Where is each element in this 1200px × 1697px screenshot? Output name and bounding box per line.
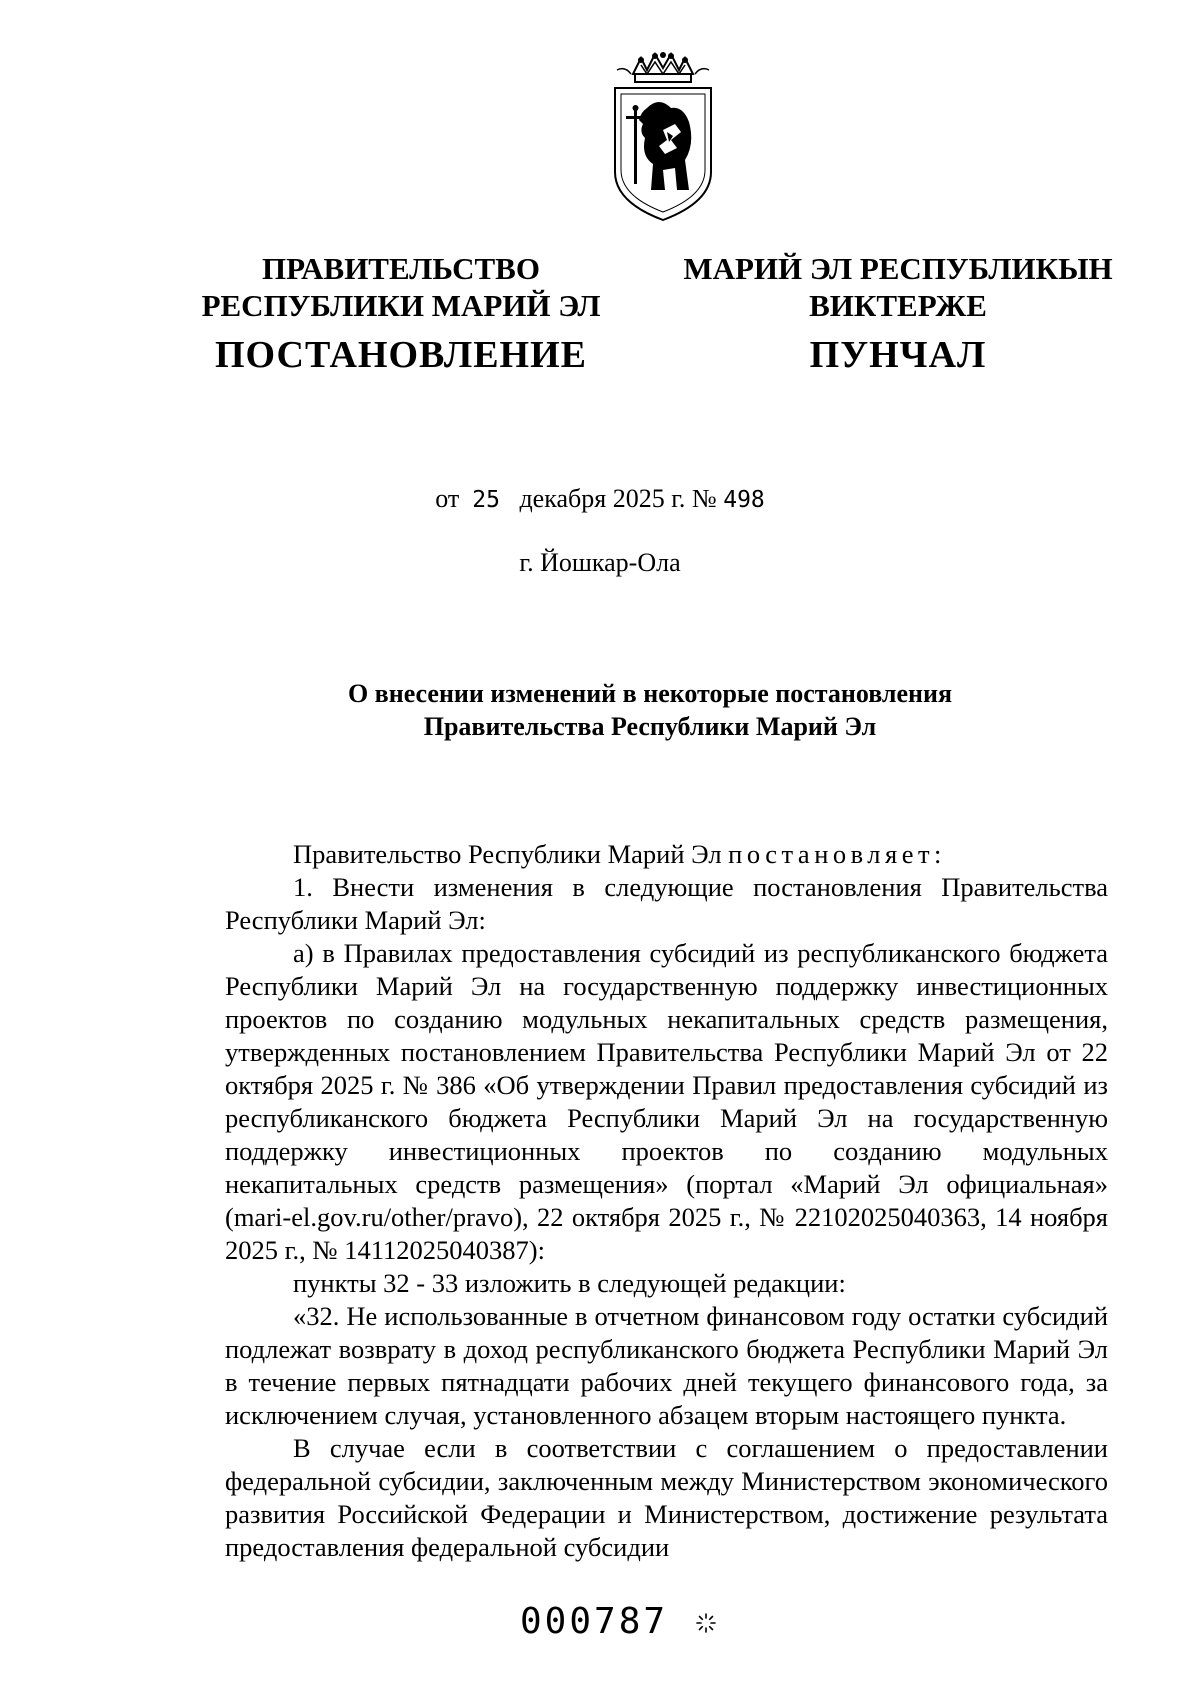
paragraph-1a: а) в Правилах предоставления субсидий из республиканского бюджета Республики Марий Эл на государственную поддержку инвестиционных проектов по созданию модульных некапитальных средств размещения, утвержденных постановлением Правительства Республики Марий Эл от 22 октября 2025 г. № 386 «Об утверждении Правил предоставления субсидий из республиканского бюджета Республики Марий Эл на государственную поддержку инвестиционных проектов по созданию модульных некапитальных средств размещения» (портал «Марий Эл официальная» (mari-el.gov.ru/other/pravo), 22 октября 2025 г., № 22102025040363, 14 ноября 2025 г., № 14112025040387):	[225, 938, 1108, 1265]
paragraph-preamble	[225, 838, 1108, 871]
date-month-year: декабря 2025 г. №	[519, 484, 717, 513]
security-mark-icon	[695, 1612, 717, 1634]
issuer-name-mari-line-2: ВИКТЕРЖЕ	[809, 288, 987, 323]
paragraph-points: пункты 32 - 33 изложить в следующей редакции:	[293, 1268, 846, 1298]
footer	[520, 1600, 820, 1650]
date-day: 25	[472, 487, 500, 513]
paragraph-32: «32. Не использованные в отчетном финансовом году остатки субсидий подлежат возврату в доход республиканского бюджета Республики Марий Эл в течение первых пятнадцати рабочих дней текущего финансового года, за исключением случая, установленного абзацем вторым настоящего пункта.	[225, 1301, 1108, 1430]
date-prefix: от	[435, 484, 460, 513]
coat-of-arms-mari-el-icon	[611, 52, 715, 224]
document-type: ПОСТАНОВЛЕНИЕ	[214, 334, 588, 376]
preamble-text: Правительство Республики Марий Эл	[293, 839, 729, 869]
document-body	[225, 838, 1108, 1564]
paragraph-32-second: В случае если в соответствии с соглашением о предоставлении федеральной субсидии, заключенным между Министерством экономического развития Российской Федерации и Министерством, достижение результата предоставления федеральной субсидии	[225, 1433, 1108, 1562]
document-title-line-2: Правительства Республики Марий Эл	[423, 712, 877, 741]
issuer-name-line-2: РЕСПУБЛИКИ МАРИЙ ЭЛ	[201, 288, 601, 323]
paragraph-1: 1. Внести изменения в следующие постановления Правительства Республики Марий Эл:	[225, 872, 1108, 935]
preamble-decree-word: постановляет:	[728, 839, 946, 869]
issuer-name-mari-line-1: МАРИЙ ЭЛ РЕСПУБЛИКЫН	[683, 251, 1113, 286]
issuer-name-line-1: ПРАВИТЕЛЬСТВО	[262, 251, 540, 286]
date-line	[0, 483, 1200, 516]
document-number: 498	[723, 487, 765, 513]
city: г. Йошкар-Ола	[519, 548, 681, 577]
serial-number: 000787	[520, 1601, 669, 1642]
document-title-line-1: О внесении изменений в некоторые постановления	[347, 679, 953, 708]
document-type-mari: ПУНЧАЛ	[809, 334, 987, 376]
